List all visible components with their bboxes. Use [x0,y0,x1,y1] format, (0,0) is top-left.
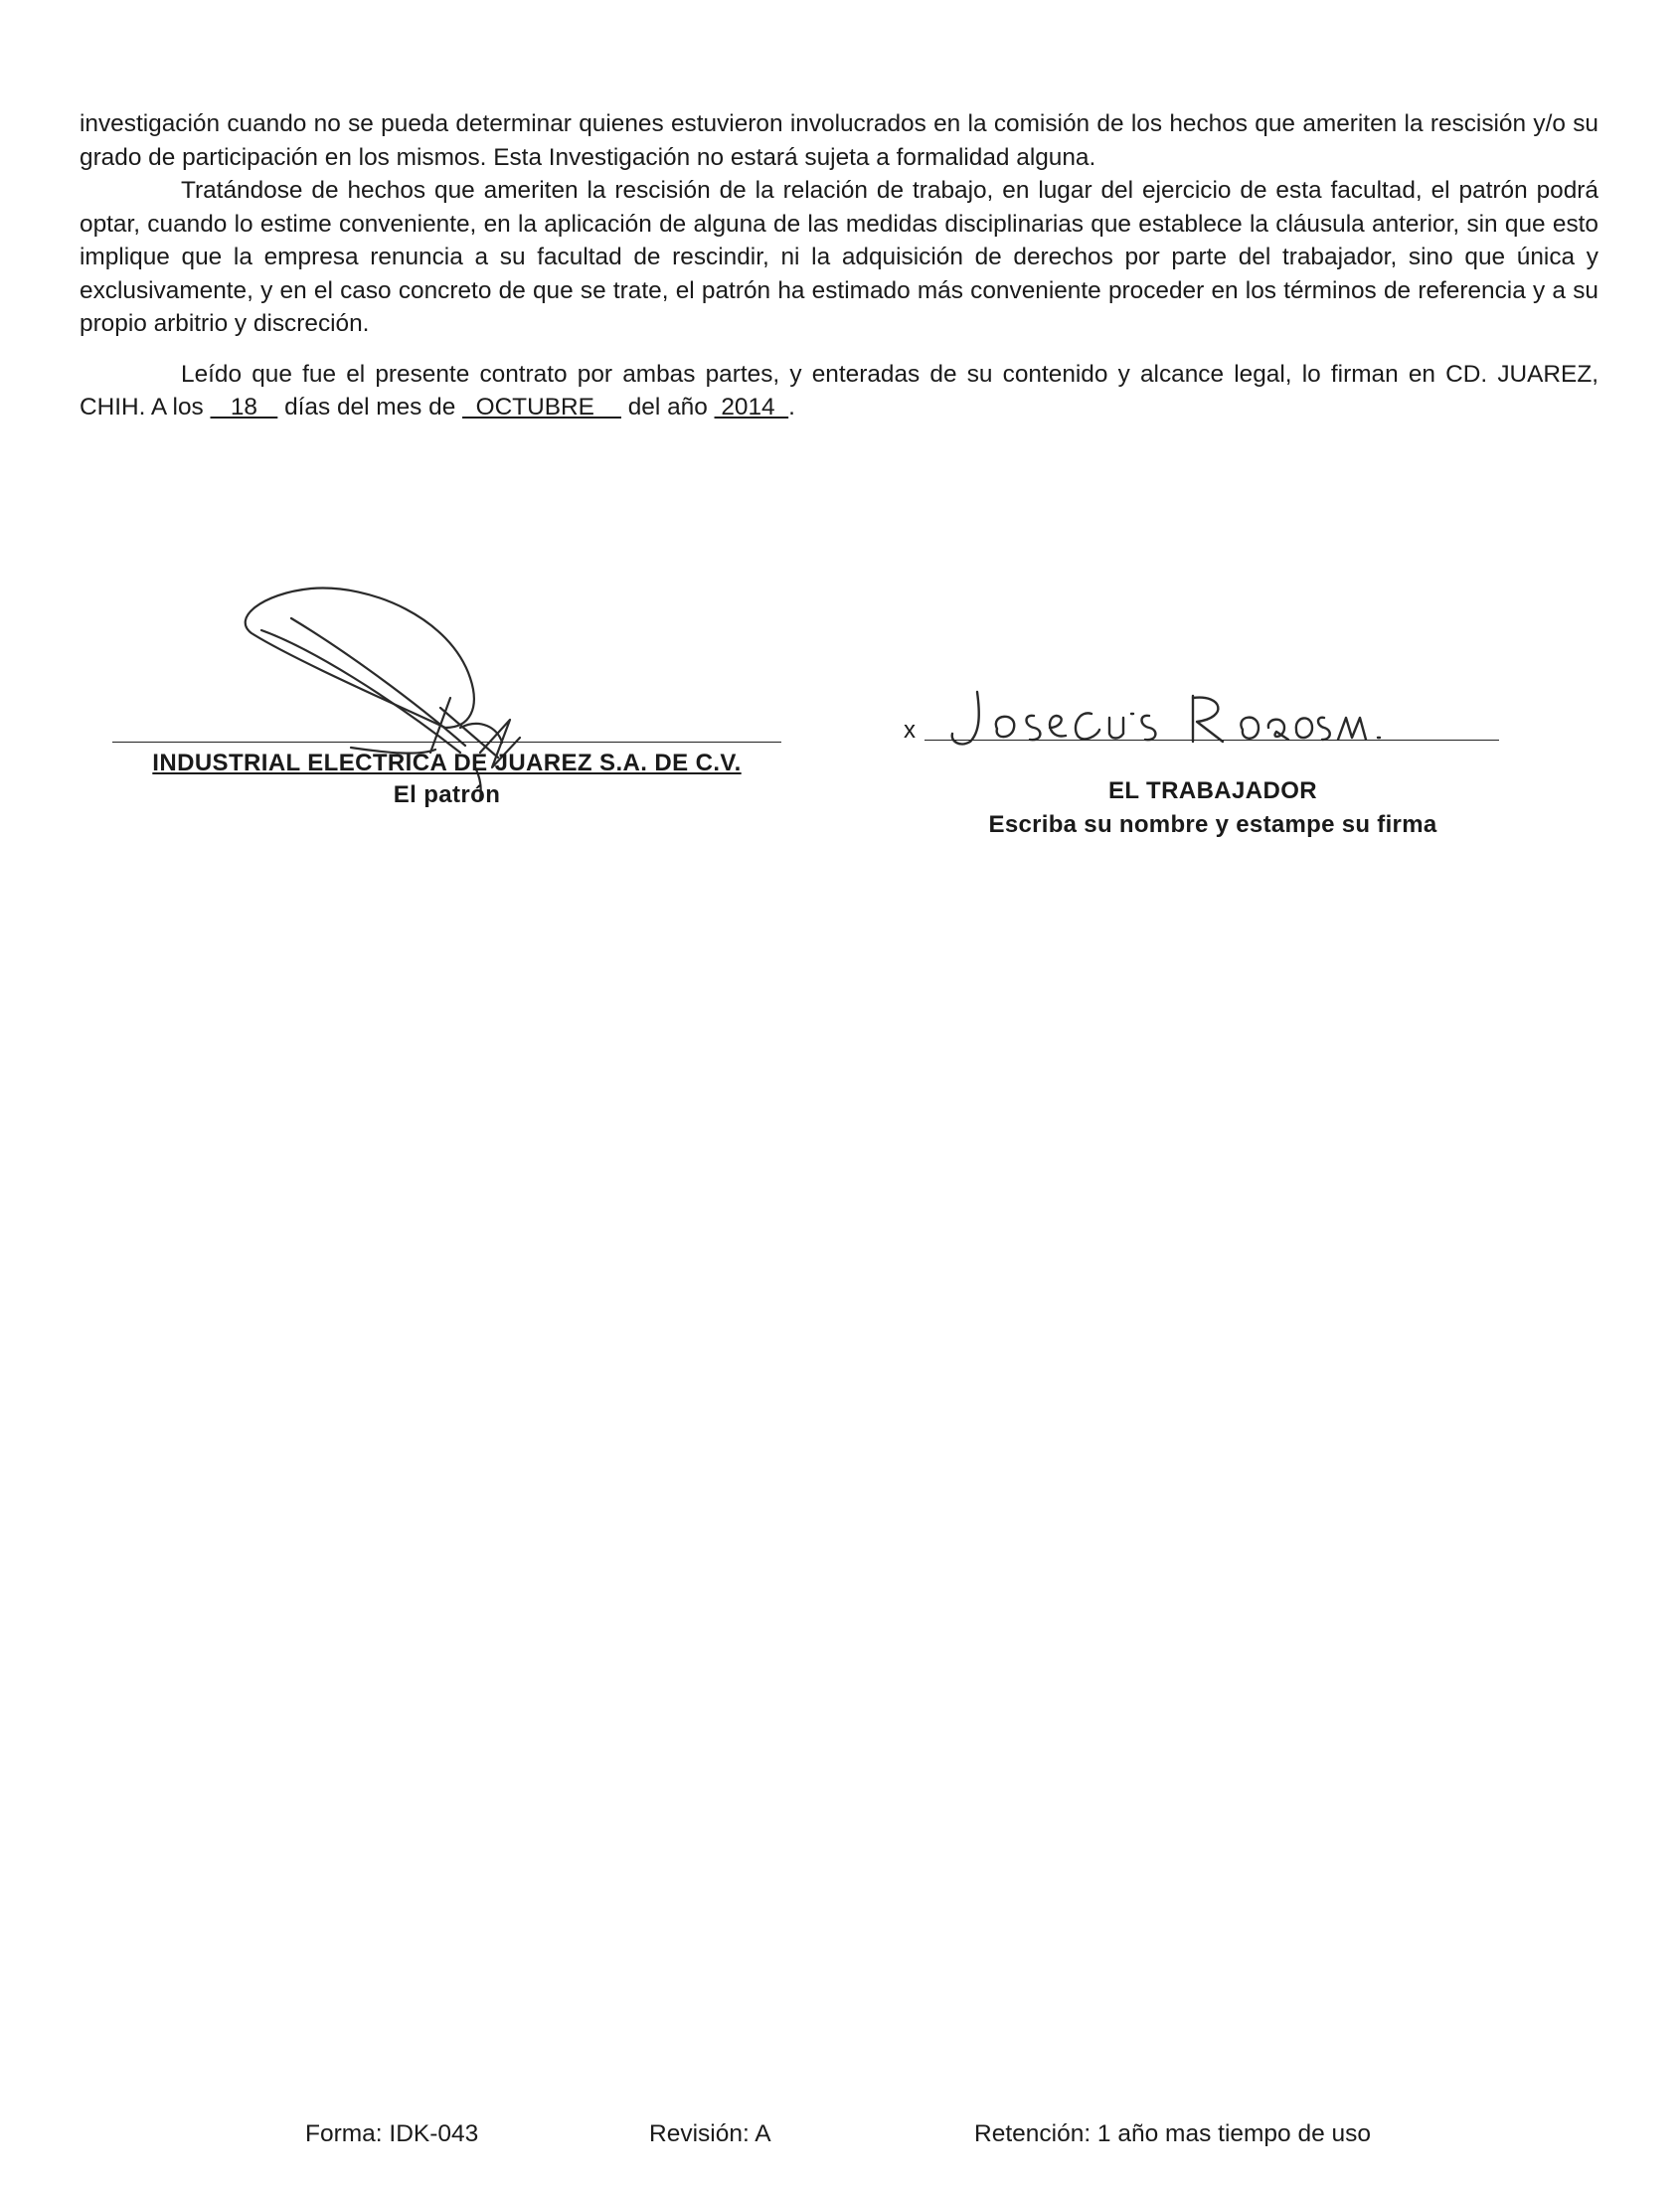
worker-signature-handwriting [942,684,1400,754]
worker-signature-line [924,740,1499,741]
contract-body [80,107,1598,424]
paragraph-rescission: Tratándose de hechos que ameriten la rescisión de la relación de trabajo, en lugar del ejercicio de esta facultad, el patrón podrá optar, cuando lo estime conveniente, en la aplicación de alguna de las medidas disciplinarias que establece la cláusula anterior, sin que esto implique que la empresa renuncia a su facultad de rescindir, ni la adquisición de derechos por parte del trabajador, sino que única y exclusivamente, y en el caso concreto de que se trate, el patrón ha estimado más conveniente proceder en los términos de referencia y a su propio arbitrio y discreción. [80,177,1598,337]
employer-signature-line [112,742,781,743]
year-text: del año [620,394,715,421]
month-field: OCTUBRE [462,394,621,421]
closing-lead: Leído que fue el presente contrato por ambas partes, y enteradas de su contenido y alcance legal, lo firman en CD. JUAREZ, CHIH. A los [80,360,1598,421]
paragraph-closing [80,358,1598,424]
worker-signature-block [895,684,1531,843]
days-text: días del mes de [277,394,463,421]
closing-period: . [788,394,795,421]
paragraph-investigation: investigación cuando no se pueda determinar quienes estuvieron involucrados en la comisión de los hechos que ameriten la rescisión y/o su grado de participación en los mismos. Esta Investigación no estará sujeta a formalidad alguna. [80,110,1598,171]
employer-signature-block [112,579,781,837]
day-field: 18 [210,394,278,421]
footer-revision: Revisión: A [649,2120,771,2147]
worker-signature-instruction: Escriba su nombre y estampe su firma [988,811,1437,838]
worker-role-label: EL TRABAJADOR [1107,777,1318,804]
employer-company-name: INDUSTRIAL ELECTRICA DE JUAREZ S.A. DE C.V. [152,750,742,776]
footer-retention: Retención: 1 año mas tiempo de uso [974,2120,1372,2147]
year-field: 2014 [714,394,789,421]
employer-role-label: El patrón [393,781,501,808]
signature-x-mark: x [904,717,916,744]
footer-form-code: Forma: IDK-043 [305,2120,479,2147]
